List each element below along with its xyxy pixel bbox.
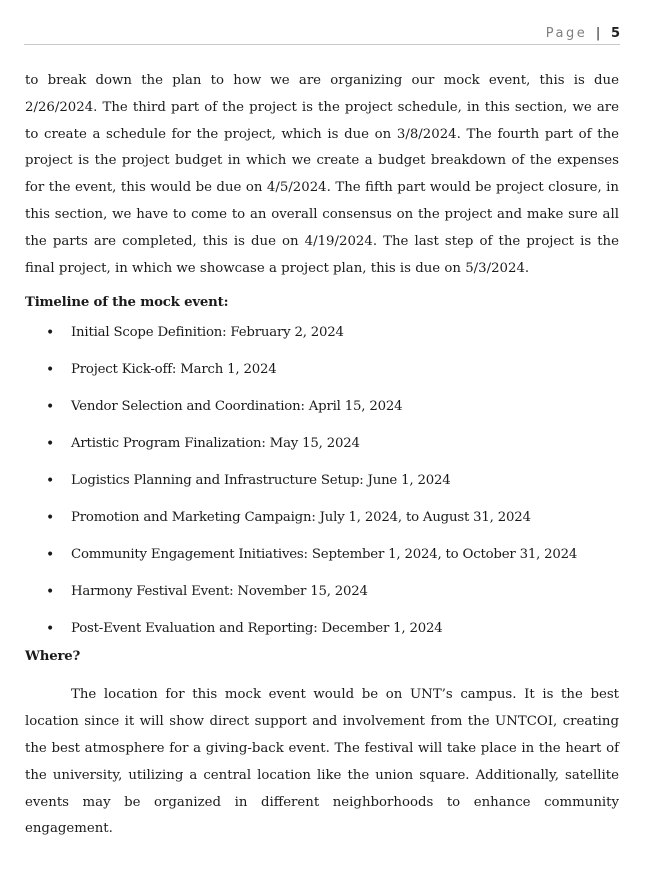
timeline-item-text: Initial Scope Definition: February 2, 2024 bbox=[71, 325, 344, 341]
timeline-item-text: Promotion and Marketing Campaign: July 1, 2024, to August 31, 2024 bbox=[71, 509, 531, 525]
timeline-item-text: Harmony Festival Event: November 15, 2024 bbox=[71, 583, 368, 599]
bullet-icon: • bbox=[46, 546, 55, 563]
where-paragraph: The location for this mock event would be on UNT’s campus. It is the best location since it will show direct support and involvement from the UNTCOI, creating the best atmosphere for a giving-back event. The festival will take place in the heart of the university, utilizing a central location like the union square. Additionally, satellite events may be organized in different neighborhoods to enhance community engagement. bbox=[25, 687, 619, 837]
bullet-icon: • bbox=[46, 325, 55, 342]
where-heading: Where? bbox=[25, 649, 81, 665]
timeline-item-text: Vendor Selection and Coordination: April 15, 2024 bbox=[71, 399, 403, 415]
timeline-list bbox=[25, 322, 619, 654]
timeline-item-text: Logistics Planning and Infrastructure Setup: June 1, 2024 bbox=[71, 472, 451, 488]
bullet-icon: • bbox=[46, 362, 55, 379]
bullet-icon: • bbox=[46, 509, 55, 526]
timeline-item bbox=[25, 544, 619, 581]
timeline-item-text: Artistic Program Finalization: May 15, 2024 bbox=[71, 436, 360, 452]
header-rule bbox=[24, 44, 620, 45]
page-label: Page bbox=[545, 26, 588, 41]
timeline-item bbox=[25, 507, 619, 544]
timeline-item-text: Post-Event Evaluation and Reporting: December 1, 2024 bbox=[71, 620, 443, 636]
timeline-item bbox=[25, 322, 619, 359]
timeline-heading: Timeline of the mock event: bbox=[25, 295, 229, 311]
bullet-icon: • bbox=[46, 472, 55, 489]
timeline-item-text: Community Engagement Initiatives: September 1, 2024, to October 31, 2024 bbox=[71, 546, 578, 562]
timeline-item bbox=[25, 581, 619, 618]
timeline-item bbox=[25, 396, 619, 433]
bullet-icon: • bbox=[46, 436, 55, 453]
page-header bbox=[546, 26, 620, 41]
intro-paragraph: to break down the plan to how we are organizing our mock event, this is due 2/26/2024. The third part of the project is the project schedule, in this section, we are to create a schedule for the project, which is due on 3/8/2024. The fourth part of the project is the project budget in which we create a budget breakdown of the expenses for the event, this would be due on 4/5/2024. The fifth part would be project closure, in this section, we have to come to an overall consensus on the project and make sure all the parts are completed, this is due on 4/19/2024. The last step of the project is the final project, in which we showcase a project plan, this is due on 5/3/2024. bbox=[25, 73, 619, 276]
header-separator: | bbox=[595, 26, 601, 41]
timeline-item bbox=[25, 618, 619, 655]
bullet-icon: • bbox=[46, 399, 55, 416]
bullet-icon: • bbox=[46, 583, 55, 600]
bullet-icon: • bbox=[46, 620, 55, 637]
page-number: 5 bbox=[610, 26, 620, 41]
timeline-item bbox=[25, 359, 619, 396]
timeline-item bbox=[25, 433, 619, 470]
timeline-item-text: Project Kick-off: March 1, 2024 bbox=[71, 362, 277, 378]
timeline-item bbox=[25, 470, 619, 507]
document-body bbox=[25, 68, 619, 843]
